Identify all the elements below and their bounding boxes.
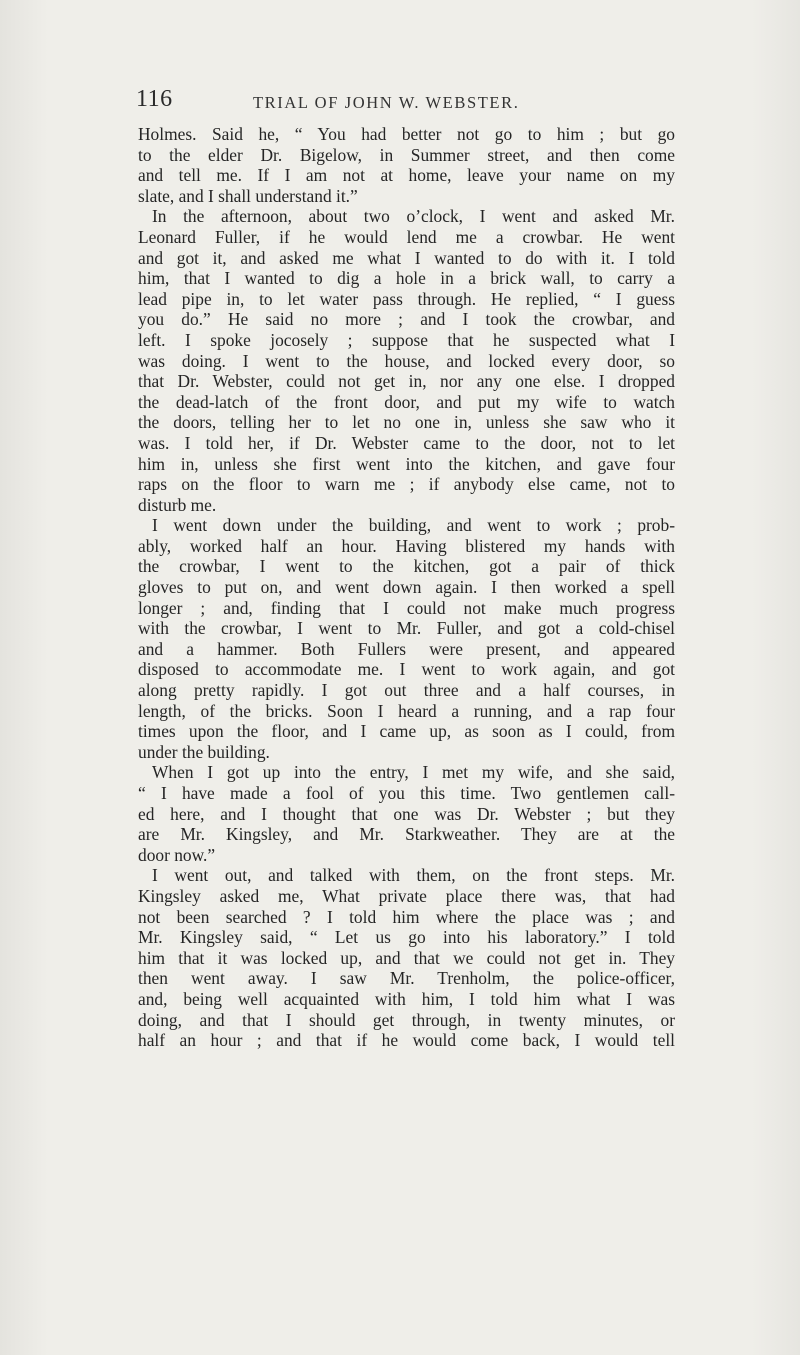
text-line: not been searched ? I told him where the place was ; and — [138, 906, 675, 927]
text-line: was. I told her, if Dr. Webster came to the door, not to let — [138, 432, 675, 453]
text-line: “ I have made a fool of you this time. Two gentlemen call- — [138, 783, 675, 803]
text-line: slate, and I shall understand it.” — [138, 185, 358, 206]
text-line: doing, and that I should get through, in twenty minutes, or — [138, 1009, 675, 1030]
text-line: left. I spoke jocosely ; suppose that he suspected what I — [138, 329, 675, 350]
text-line: longer ; and, finding that I could not make much progress — [138, 597, 675, 618]
text-line: the dead-latch of the front door, and put my wife to watch — [138, 391, 675, 412]
text-line: raps on the floor to warn me ; if anybody else came, not to — [138, 474, 675, 495]
text-line: to the elder Dr. Bigelow, in Summer street, and then come — [138, 144, 675, 165]
text-line: door now.” — [138, 844, 216, 865]
text-line: Kingsley asked me, What private place there was, that had — [138, 885, 675, 906]
text-line: and a hammer. Both Fullers were present, and appeared — [138, 638, 675, 659]
text-line: the crowbar, I went to the kitchen, got a pair of thick — [138, 556, 675, 577]
running-head: TRIAL OF JOHN W. WEBSTER. — [253, 93, 520, 112]
text-line: Holmes. Said he, “ You had better not go to him ; but go — [138, 124, 675, 144]
text-line: half an hour ; and that if he would come back, I would tell — [138, 1030, 675, 1051]
text-line: disposed to accommodate me. I went to work again, and got — [138, 659, 675, 680]
text-line: then went away. I saw Mr. Trenholm, the police-officer, — [138, 968, 675, 989]
text-line: the doors, telling her to let no one in, unless she saw who it — [138, 412, 675, 433]
text-line: him, that I wanted to dig a hole in a brick wall, to carry a — [138, 268, 675, 289]
text-line: I went down under the building, and went to work ; prob- — [152, 515, 675, 536]
text-line: Mr. Kingsley said, “ Let us go into his laboratory.” I told — [138, 927, 675, 948]
text-line: and got it, and asked me what I wanted to do with it. I told — [138, 247, 675, 268]
text-line: under the building. — [138, 741, 270, 762]
page-number: 116 — [136, 86, 173, 112]
text-line: I went out, and talked with them, on the front steps. Mr. — [152, 865, 675, 886]
text-line: When I got up into the entry, I met my wife, and she said, — [152, 762, 675, 783]
text-line: length, of the bricks. Soon I heard a running, and a rap four — [138, 700, 675, 721]
body-text — [138, 124, 675, 1051]
text-line: with the crowbar, I went to Mr. Fuller, and got a cold-chisel — [138, 618, 675, 639]
text-line: and, being well acquainted with him, I told him what I was — [138, 988, 675, 1009]
text-line: was doing. I went to the house, and locked every door, so — [138, 350, 675, 371]
text-line: lead pipe in, to let water pass through. He replied, “ I guess — [138, 288, 675, 309]
text-line: Leonard Fuller, if he would lend me a crowbar. He went — [138, 226, 675, 247]
text-line: that Dr. Webster, could not get in, nor any one else. I dropped — [138, 371, 675, 392]
text-line: him that it was locked up, and that we could not get in. They — [138, 947, 675, 968]
text-line: and tell me. If I am not at home, leave your name on my — [138, 165, 675, 186]
text-line: disturb me. — [138, 494, 217, 515]
text-line: along pretty rapidly. I got out three and a half courses, in — [138, 680, 675, 701]
text-line: ed here, and I thought that one was Dr. Webster ; but they — [138, 803, 675, 824]
text-line: gloves to put on, and went down again. I then worked a spell — [138, 577, 675, 598]
text-line: ably, worked half an hour. Having blistered my hands with — [138, 535, 675, 556]
text-line: times upon the floor, and I came up, as soon as I could, from — [138, 721, 675, 742]
text-line: him in, unless she first went into the kitchen, and gave four — [138, 453, 675, 474]
page-header — [0, 86, 800, 126]
text-line: you do.” He said no more ; and I took the crowbar, and — [138, 309, 675, 330]
text-line: In the afternoon, about two o’clock, I went and asked Mr. — [152, 206, 675, 227]
text-line: are Mr. Kingsley, and Mr. Starkweather. They are at the — [138, 824, 675, 845]
